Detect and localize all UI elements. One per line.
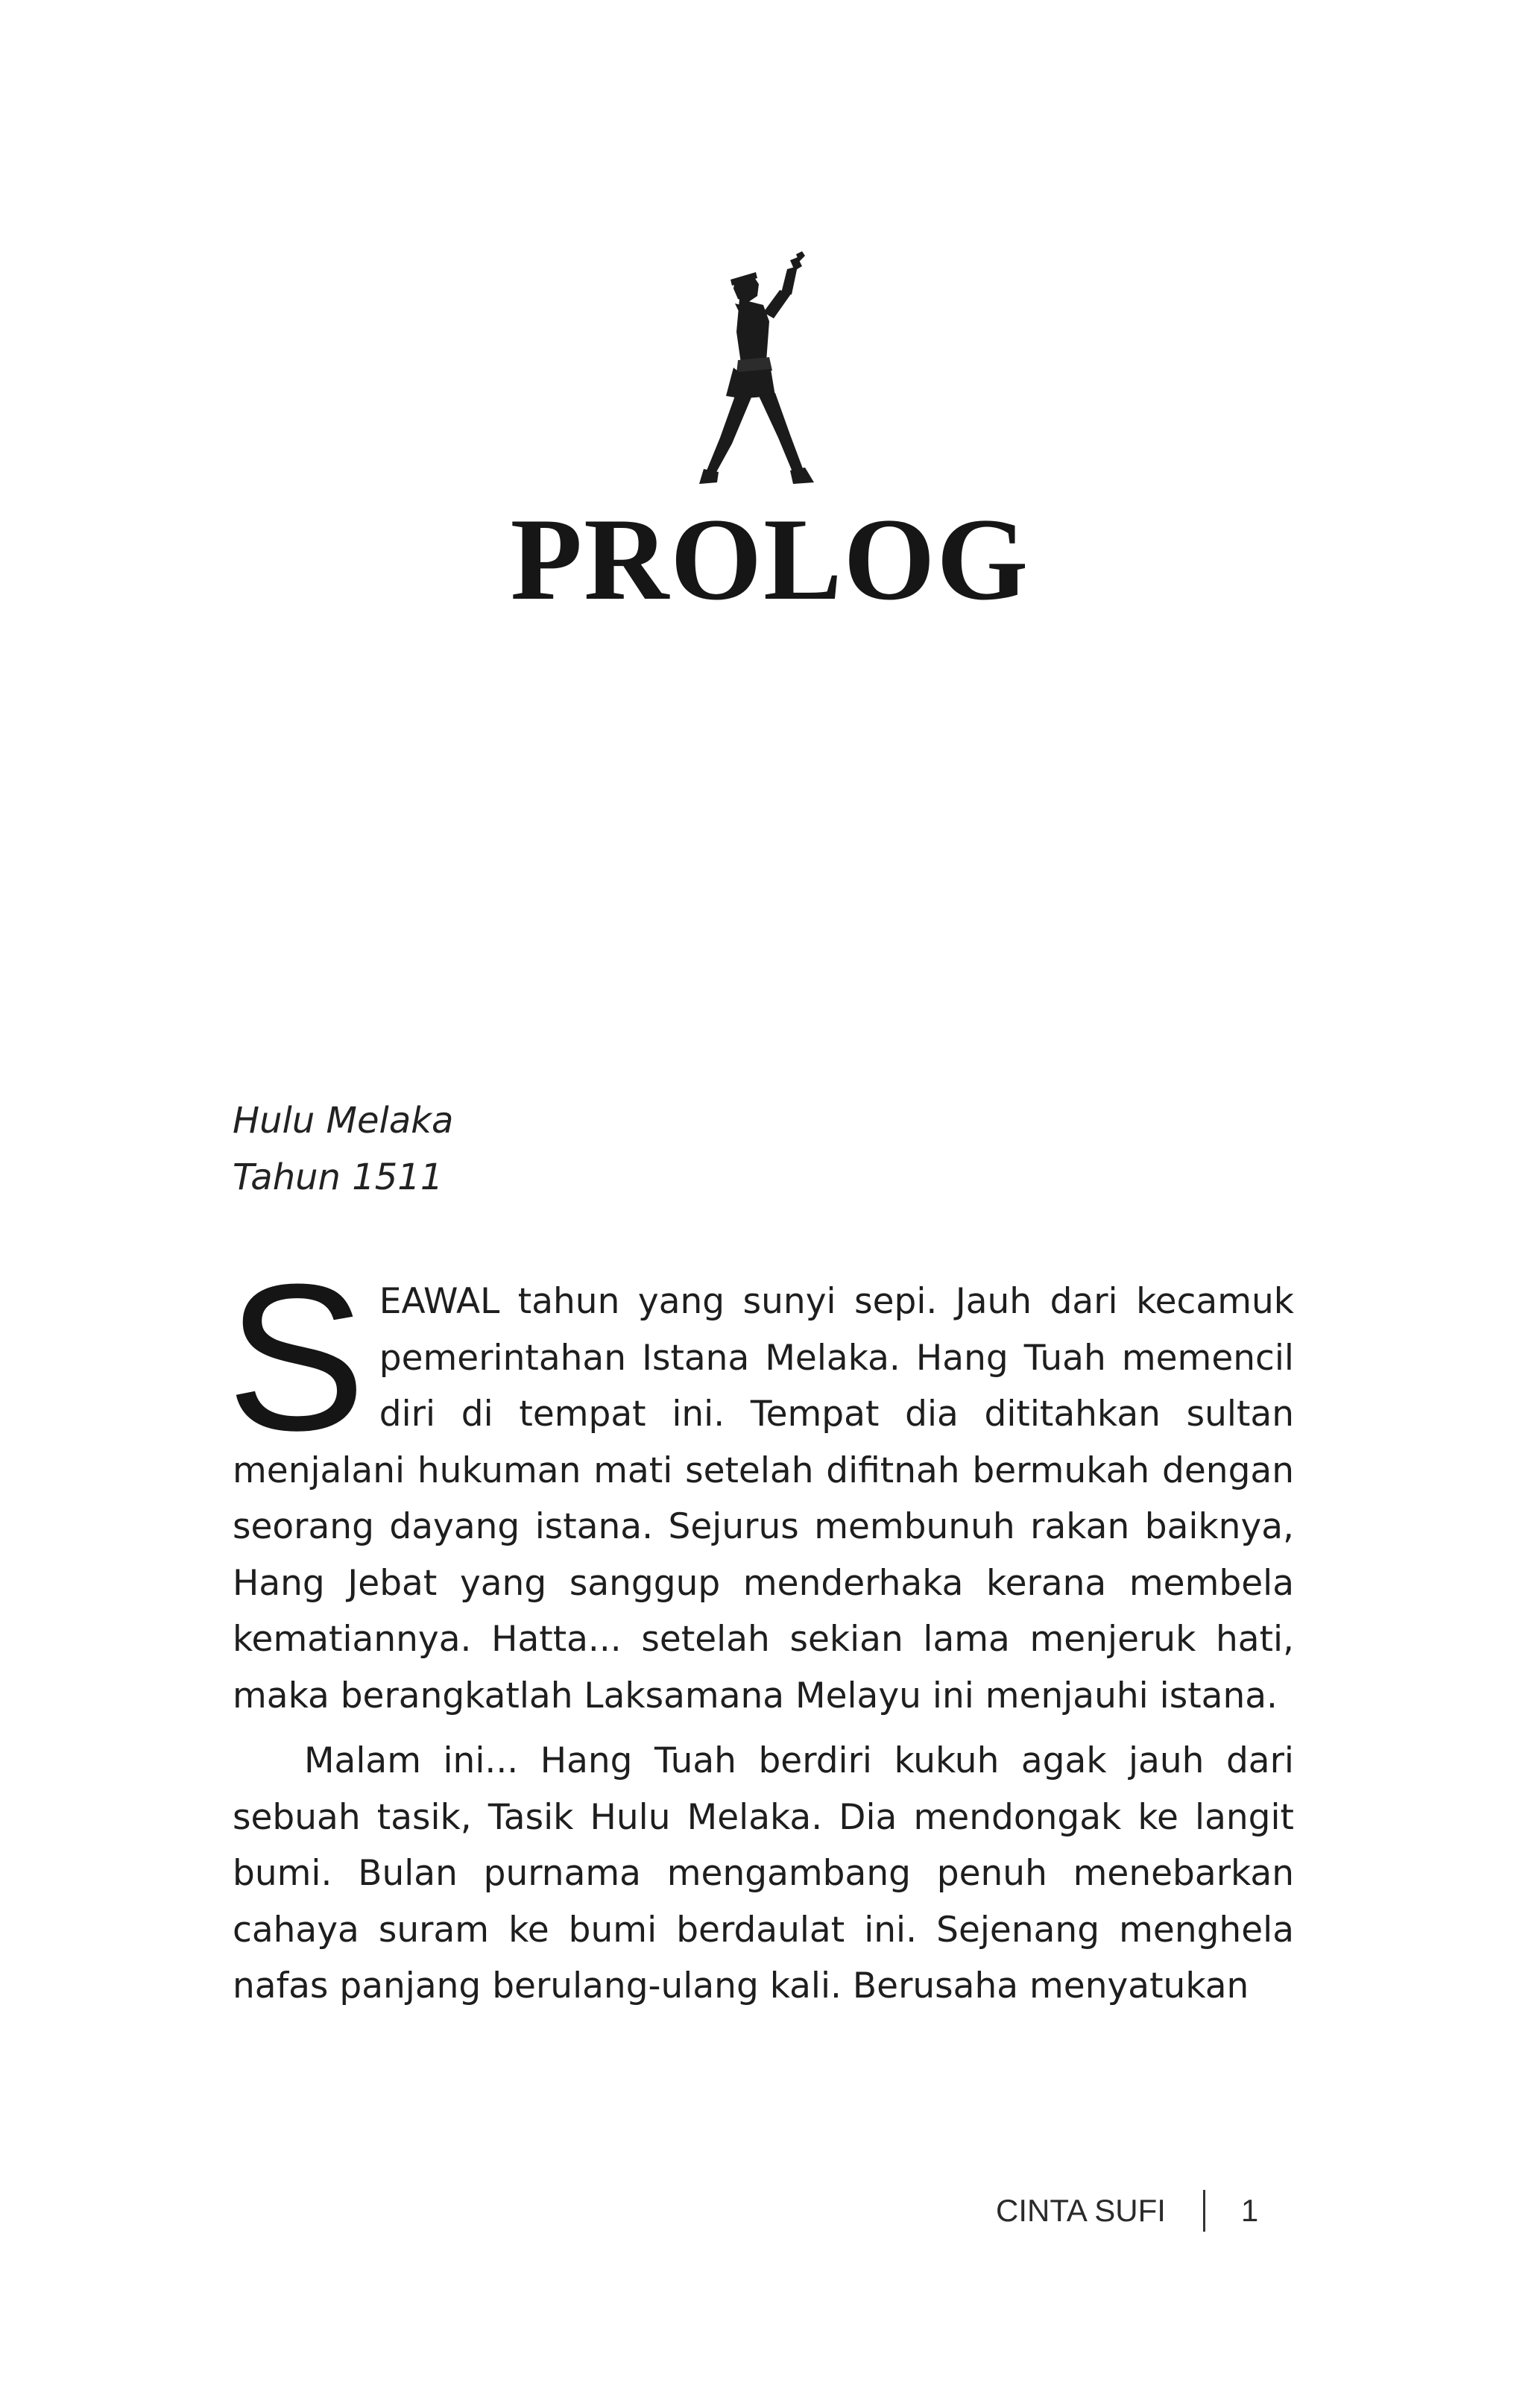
body-text xyxy=(227,1241,1294,2015)
footer-divider xyxy=(1203,2190,1205,2232)
page-number: 1 xyxy=(1240,2193,1259,2228)
silat-warrior-illustration xyxy=(686,250,835,496)
location-heading xyxy=(233,1092,453,1206)
page-footer xyxy=(996,2188,1258,2233)
paragraph-second: Malam ini... Hang Tuah berdiri kukuh agak jauh dari sebuah tasik, Tasik Hulu Melaka. Dia mendongak ke langit bumi. Bulan purnama mengambang penuh menebarkan cahaya suram ke bumi berdaulat ini. Sejenang menghela nafas panjang berulang-ulang kali. Berusaha menyatukan xyxy=(233,1740,1294,2006)
location-place: Hulu Melaka xyxy=(233,1100,454,1142)
chapter-title: PROLOG xyxy=(510,494,1030,625)
location-year: Tahun 1511 xyxy=(233,1156,444,1198)
paragraph-first-text: EAWAL tahun yang sunyi sepi. Jauh dari kecamuk pemerintahan Istana Melaka. Hang Tuah memencil diri di tempat ini. Tempat dia dititahkan sultan menjalani hukuman mati setelah difitnah bermukah dengan seorang dayang istana. Sejurus membunuh rakan baiknya, Hang Jebat yang sanggup menderhaka kerana membela kematiannya. Hatta... setelah sekian lama menjeruk hati, maka berangkatlah Laksamana Melayu ini menjauhi istana. xyxy=(233,1281,1294,1716)
paragraph-first xyxy=(227,1241,1294,1724)
footer-book-title: CINTA SUFI xyxy=(996,2193,1166,2228)
drop-cap: S xyxy=(227,1241,366,1474)
